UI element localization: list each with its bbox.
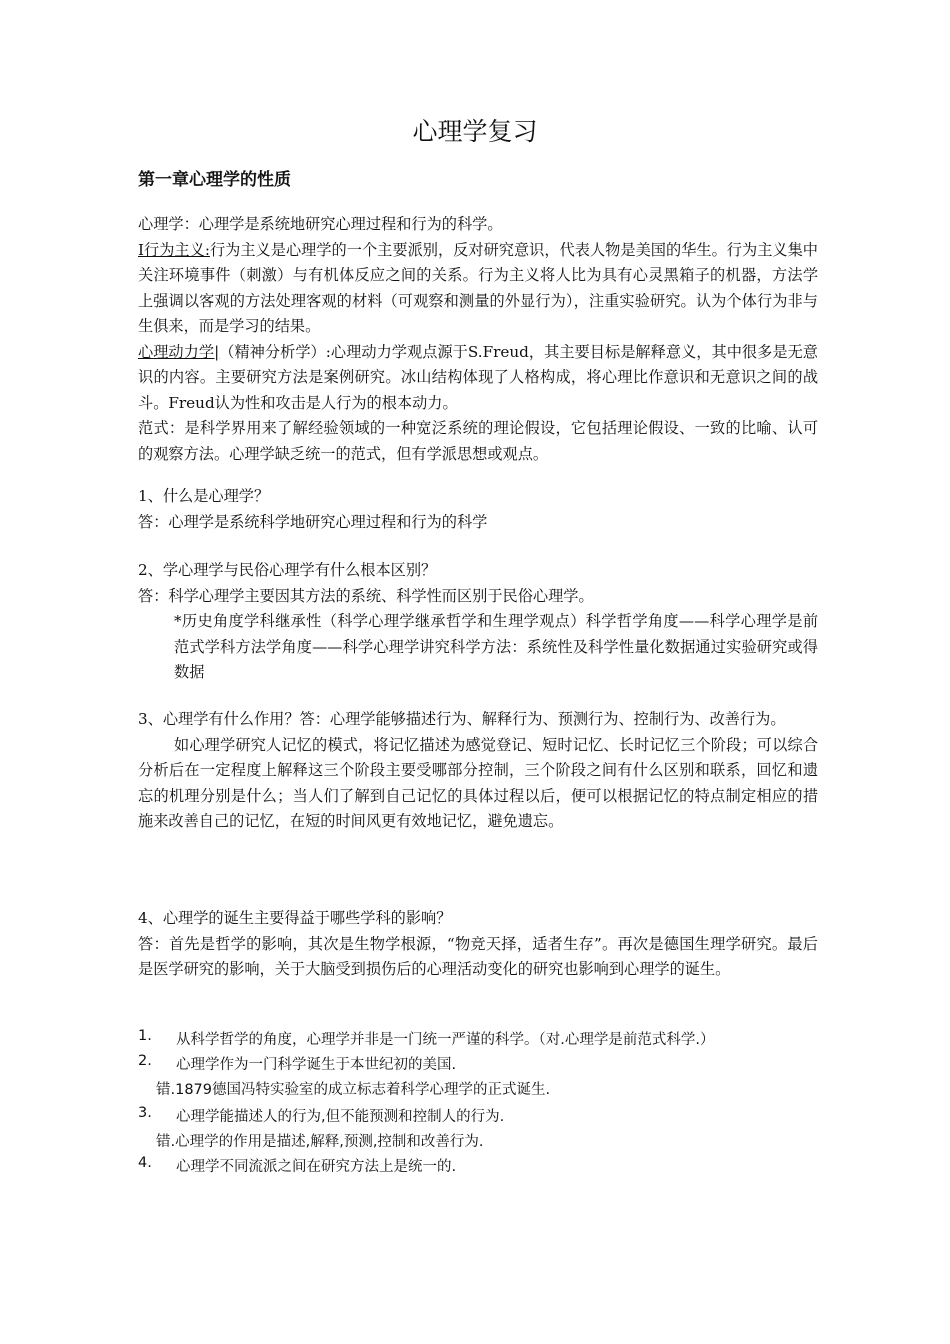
- list-item-answer: 错.1879德国冯特实验室的成立标志着科学心理学的正式诞生.: [156, 1082, 551, 1098]
- list-item: 2. 心理学作为一门科学诞生于本世纪初的美国.: [138, 1053, 457, 1073]
- list-item-answer: 错.心理学的作用是描述,解释,预测,控制和改善行为.: [156, 1134, 484, 1150]
- example-text: 如心理学研究人记忆的模式，将记忆描述为感觉登记、短时记忆、长时记忆三个阶段；可以综合分析后在一定程度上解释这三个阶段主要受哪部分控制，三个阶段之间有什么区别和联系，回忆和遗忘的机理分别是什么；当人们了解到自己记忆的具体过程以后，便可以根据记忆的特点制定相应的措施来改善自己的记忆，在短的时间风更有效地记忆，避免遗忘。: [138, 735, 818, 830]
- list-item: 1. 从科学哲学的角度，心理学并非是一门统一严谨的科学。（对.心理学是前范式科学.）: [138, 1028, 715, 1048]
- list-item: 4. 心理学不同流派之间在研究方法上是统一的.: [138, 1155, 457, 1175]
- definition-behaviorism: I行为主义:行为主义是心理学的一个主要派别，反对研究意识，代表人物是美国的华生。行为主义集中关注环境事件（刺激）与有机体反应之间的关系。行为主义将人比为具有心灵黑箱子的机器，方法学上强调以客观的方法处理客观的材料（可观察和测量的外显行为），注重实验研究。认为个体行为非与生俱来，而是学习的结果。: [138, 240, 818, 335]
- answer-text: 答：首先是哲学的影响，其次是生物学根源，“物竞天择，适者生存”。再次是德国生理学研究。最后是医学研究的影响，关于大脑受到损伤后的心理活动变化的研究也影响到心理学的诞生。: [138, 934, 818, 978]
- answer-text: 答：心理学是系统科学地研究心理过程和行为的科学: [138, 512, 488, 531]
- list-item: 3. 心理学能描述人的行为,但不能预测和控制人的行为.: [138, 1105, 505, 1125]
- answer-note: *历史角度学科继承性（科学心理学继承哲学和生理学观点）科学哲学角度——科学心理学是前范式学科方法学角度——科学心理学讲究科学方法：系统性及科学性量化数据通过实验研究或得数据: [174, 612, 818, 681]
- question-text: 2、学心理学与民俗心理学有什么根本区别？: [138, 561, 437, 579]
- question-3: [138, 707, 818, 835]
- question-2: [138, 558, 818, 686]
- definition-psychodynamics: 心理动力学|（精神分析学）:心理动力学观点源于S.Freud，其主要目标是解释意义，其中很多是无意识的内容。主要研究方法是案例研究。冰山结构体现了人格构成，将心理比作意识和无意识之间的战斗。Freud认为性和攻击是人行为的根本动力。: [138, 342, 818, 412]
- psychodynamics-label: 心理动力学|: [138, 342, 220, 361]
- question-text: 4、心理学的诞生主要得益于哪些学科的影响？: [138, 909, 452, 927]
- question-1: [138, 484, 818, 535]
- definition-paradigm: 范式：是科学界用来了解经验领域的一种宽泛系统的理论假设，它包括理论假设、一致的比喻、认可的观察方法。心理学缺乏统一的范式，但有学派思想或观点。: [138, 419, 818, 463]
- question-4: [138, 906, 818, 983]
- chapter-heading: 第一章心理学的性质: [138, 170, 291, 190]
- page-title: 心理学复习: [412, 117, 538, 146]
- question-text: 3、心理学有什么作用？答：心理学能够描述行为、解释行为、预测行为、控制行为、改善行为。: [138, 710, 786, 728]
- behaviorism-label: I行为主义:: [138, 240, 210, 259]
- true-false-list: [138, 1028, 828, 1180]
- definition-psychology: 心理学：心理学是系统地研究心理过程和行为的科学。: [138, 215, 503, 233]
- definitions-block: [138, 212, 818, 467]
- question-text: 1、什么是心理学？: [138, 487, 270, 505]
- answer-text: 答：科学心理学主要因其方法的系统、科学性而区别于民俗心理学。: [138, 586, 594, 605]
